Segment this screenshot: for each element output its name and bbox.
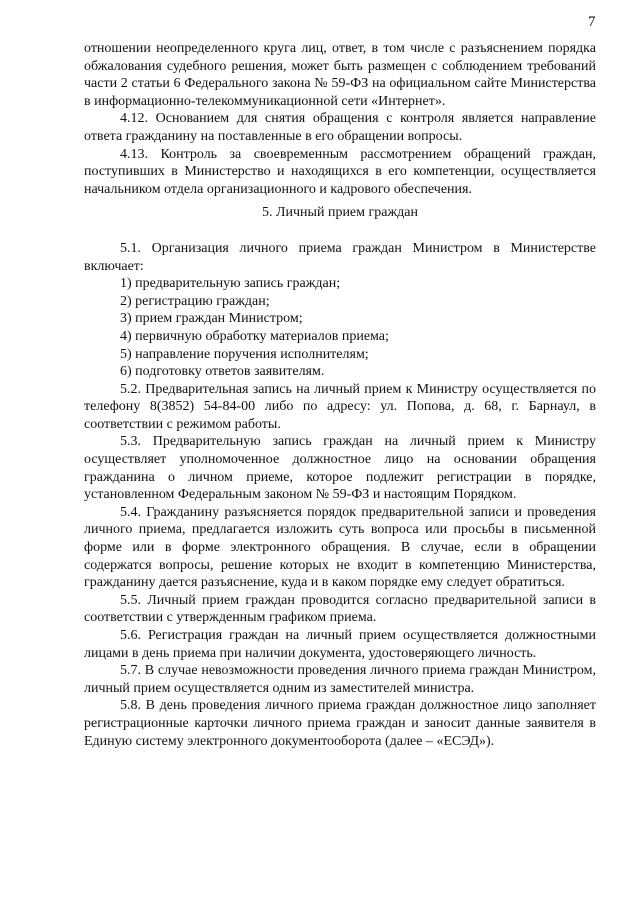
list-item: 4) первичную обработку материалов приема;: [120, 328, 389, 344]
paragraph-5-4: 5.4. Гражданину разъясняется порядок предварительной записи и проведения личного приема, предлагается изложить суть вопроса или просьбы в письменной форме или в форме электронного обращения. В случае, если в обращении содержатся вопросы, решение которых не входит в компетенцию Министерства, гражданину дается разъяснение, куда и в каком порядке ему следует обратиться.: [84, 504, 596, 591]
paragraph-continuation: отношении неопределенного круга лиц, ответ, в том числе с разъяснением порядка обжалования судебного решения, может быть размещен с соблюдением требований части 2 статьи 6 Федерального закона № 59-ФЗ на официальном сайте Министерства в информационно-телекоммуникационной сети «Интернет».: [84, 41, 596, 109]
list-item: 6) подготовку ответов заявителям.: [120, 364, 325, 380]
document-body: [84, 40, 596, 750]
list-item: 3) прием граждан Министром;: [120, 311, 303, 327]
paragraph-5-3: 5.3. Предварительную запись граждан на личный прием к Министру осуществляет уполномоченное должностное лицо на основании обращения гражданина о личном приеме, которое подлежит регистрации в порядке, установленном Федеральным законом № 59-ФЗ и настоящим Порядком.: [84, 434, 596, 503]
paragraph-4-12: 4.12. Основанием для снятия обращения с контроля является направление ответа гражданину на поставленные в его обращении вопросы.: [84, 111, 596, 144]
paragraph-5-7: 5.7. В случае невозможности проведения личного приема граждан Министром, личный прием осуществляется одним из заместителей министра.: [84, 663, 596, 696]
paragraph-5-6: 5.6. Регистрация граждан на личный прием осуществляется должностными лицами в день приема при наличии документа, удостоверяющего личность.: [84, 628, 596, 661]
paragraph-5-8: 5.8. В день проведения личного приема граждан должностное лицо заполняет регистрационные карточки личного приема граждан и заносит данные заявителя в Единую систему электронного документооборота (далее – «ЕСЭД»).: [84, 698, 596, 749]
paragraph-5-1: 5.1. Организация личного приема граждан Министром в Министерстве включает:: [84, 240, 596, 274]
paragraph-4-13: 4.13. Контроль за своевременным рассмотрением обращений граждан, поступивших в Министерство и находящихся в его компетенции, осуществляется начальником отдела организационного и кадрового обеспечения.: [84, 146, 596, 197]
list-item: 5) направление поручения исполнителям;: [120, 346, 369, 362]
list-item: 2) регистрацию граждан;: [120, 293, 270, 309]
paragraph-5-5: 5.5. Личный прием граждан проводится согласно предварительной записи в соответствии с утвержденным графиком приема.: [84, 592, 596, 626]
paragraph-5-2: 5.2. Предварительная запись на личный прием к Министру осуществляется по телефону 8(3852) 54-84-00 либо по адресу: ул. Попова, д. 68, г. Барнаул, в соответствии с режимом работы.: [84, 381, 596, 432]
list-item: 1) предварительную запись граждан;: [120, 276, 341, 292]
page-number: 7: [588, 14, 596, 30]
section-heading: 5. Личный прием граждан: [262, 205, 418, 221]
